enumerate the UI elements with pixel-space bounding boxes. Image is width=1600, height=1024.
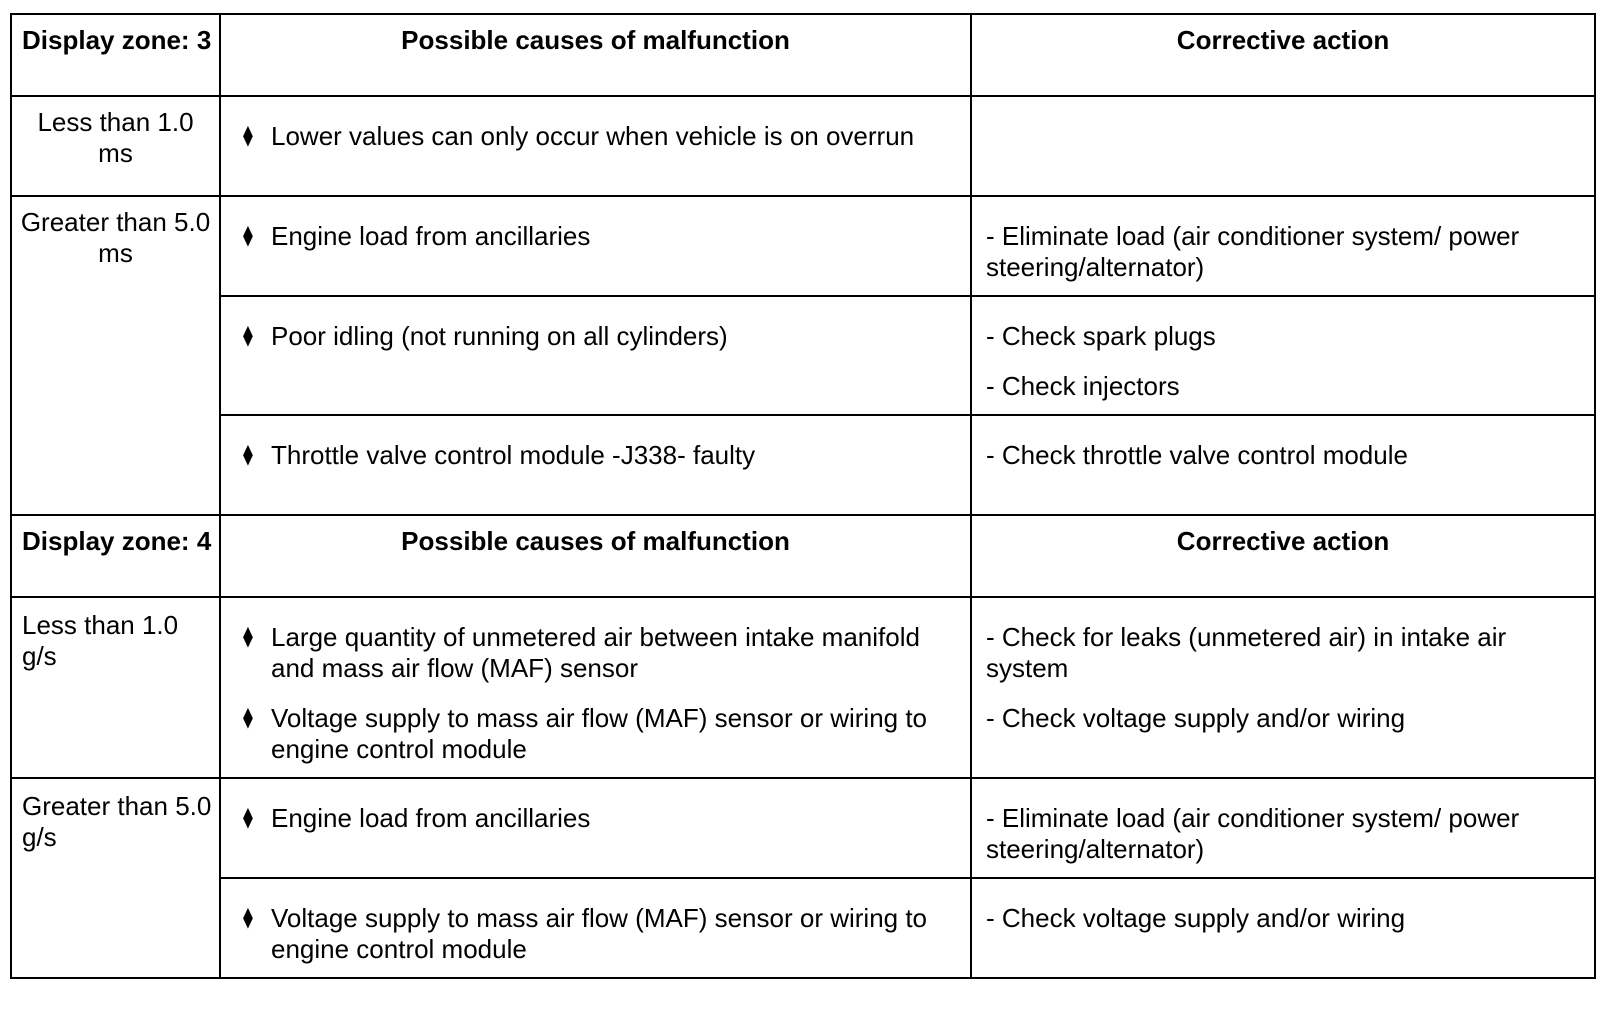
action-cell: [971, 878, 1595, 978]
condition-label: Less than 1.0 ms: [37, 107, 194, 168]
action-cell: [971, 196, 1595, 296]
action-cell: [971, 296, 1595, 415]
diamond-bullet-icon: ⧫: [243, 626, 253, 648]
cause-text: Engine load from ancillaries: [271, 803, 591, 833]
condition-cell: [11, 196, 220, 515]
cause-text: Poor idling (not running on all cylinders): [271, 321, 728, 351]
cause-item: [243, 440, 960, 471]
causes-cell: [220, 415, 971, 515]
cause-text: Voltage supply to mass air flow (MAF) sensor or wiring to engine control module: [271, 703, 928, 764]
diamond-bullet-icon: ⧫: [243, 125, 253, 147]
causes-cell: [220, 878, 971, 978]
condition-label: Greater than 5.0 g/s: [22, 791, 212, 852]
action-header: Corrective action: [1176, 526, 1390, 556]
zone-header-row: [11, 14, 1595, 96]
table-row: [11, 778, 1595, 878]
causes-cell: [220, 296, 971, 415]
table-row: [11, 415, 1595, 515]
zone-title: Display zone: 3: [22, 25, 212, 55]
cause-item: [243, 703, 960, 765]
causes-header: Possible causes of malfunction: [401, 25, 790, 55]
action-item: - Eliminate load (air conditioner system/ power steering/alternator): [986, 803, 1520, 864]
cause-item: [243, 321, 960, 352]
zone-header-row: [11, 515, 1595, 597]
action-header: Corrective action: [1176, 25, 1390, 55]
causes-cell: [220, 196, 971, 296]
condition-cell: [11, 96, 220, 196]
action-header-cell: [971, 515, 1595, 597]
diamond-bullet-icon: ⧫: [243, 444, 253, 466]
table-row: [11, 196, 1595, 296]
diagnosis-table: [10, 13, 1596, 979]
action-item: - Check voltage supply and/or wiring: [986, 703, 1406, 733]
diamond-bullet-icon: ⧫: [243, 707, 253, 729]
causes-header-cell: [220, 14, 971, 96]
action-item: - Check injectors: [986, 371, 1180, 401]
table-row: [11, 96, 1595, 196]
causes-header: Possible causes of malfunction: [401, 526, 790, 556]
cause-item: [243, 221, 960, 252]
action-cell: [971, 96, 1595, 196]
diamond-bullet-icon: ⧫: [243, 325, 253, 347]
table-row: [11, 296, 1595, 415]
action-header-cell: [971, 14, 1595, 96]
zone-title-cell: [11, 14, 220, 96]
zone-title: Display zone: 4: [22, 526, 212, 556]
cause-text: Voltage supply to mass air flow (MAF) sensor or wiring to engine control module: [271, 903, 928, 964]
cause-item: [243, 622, 960, 684]
condition-label: Greater than 5.0 ms: [20, 207, 211, 268]
cause-text: Large quantity of unmetered air between intake manifold and mass air flow (MAF) sensor: [271, 622, 920, 683]
cause-item: [243, 121, 960, 152]
causes-cell: [220, 96, 971, 196]
cause-text: Throttle valve control module -J338- faulty: [271, 440, 756, 470]
causes-cell: [220, 778, 971, 878]
action-item: - Check voltage supply and/or wiring: [986, 903, 1406, 933]
diamond-bullet-icon: ⧫: [243, 807, 253, 829]
action-item: - Check for leaks (unmetered air) in intake air system: [986, 622, 1507, 683]
zone-title-cell: [11, 515, 220, 597]
action-cell: [971, 778, 1595, 878]
cause-item: [243, 903, 960, 965]
cause-item: [243, 803, 960, 834]
causes-header-cell: [220, 515, 971, 597]
action-cell: [971, 415, 1595, 515]
cause-text: Engine load from ancillaries: [271, 221, 591, 251]
action-item: - Check spark plugs: [986, 321, 1216, 351]
action-item: - Check throttle valve control module: [986, 440, 1408, 470]
condition-cell: [11, 778, 220, 978]
table-row: [11, 878, 1595, 978]
condition-cell: [11, 597, 220, 778]
diamond-bullet-icon: ⧫: [243, 907, 253, 929]
condition-label: Less than 1.0 g/s: [22, 610, 179, 671]
diamond-bullet-icon: ⧫: [243, 225, 253, 247]
cause-text: Lower values can only occur when vehicle is on overrun: [271, 121, 915, 151]
causes-cell: [220, 597, 971, 778]
action-item: - Eliminate load (air conditioner system/ power steering/alternator): [986, 221, 1520, 282]
table-row: [11, 597, 1595, 778]
action-cell: [971, 597, 1595, 778]
